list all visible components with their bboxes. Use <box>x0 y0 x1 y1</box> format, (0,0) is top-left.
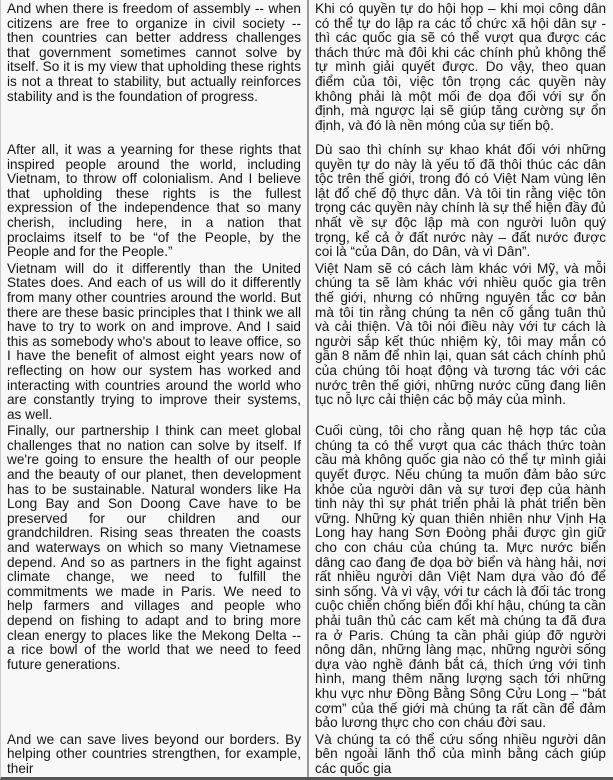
english-cell <box>1 0 309 141</box>
paragraph-row <box>1 260 613 423</box>
vietnamese-paragraph: Khi có quyền tự do hội họp – khi mọi công dân có thể tự do lập ra các tổ chức xã hội dân sự - thì các quốc gia sẽ có thể vượt qua được các thách thức mà đôi khi các chính phủ không thể tự mình giải quyết được. Do vậy, theo quan điểm của tôi, việc tôn trọng các quyền này không phải là một mối đe dọa đối với sự ổn định, mà ngược lại sẽ giúp tăng cường sự ổn định, và đó là nền móng của sự tiến bộ. <box>315 1 606 133</box>
vietnamese-cell <box>309 0 612 141</box>
paragraph-row <box>1 731 613 777</box>
english-paragraph: After all, it was a yearning for these rights that inspired people around the world, including Vietnam, to throw off colonialism. And I believe that upholding these rights is the fullest expression of the independence that so many cherish, including here, in a nation that proclaims itself to be “of the People, by the People and for the People.” <box>7 142 301 260</box>
vietnamese-cell <box>309 731 612 777</box>
vietnamese-cell <box>309 141 612 260</box>
vietnamese-paragraph: Cuối cùng, tôi cho rằng quan hệ hợp tác của chúng ta có thể vượt qua các thách thức toàn cầu mà không quốc gia nào có thể tự mình giải quyết được. Nếu chúng ta muốn đảm bảo sức khỏe của người dân và sự tươi đẹp của hành tinh này thì sự phát triển phải là phát triển bền vững. Những kỳ quan thiên nhiên như Vịnh Hạ Long hay hang Sơn Đoòng phải được gìn giữ cho con cháu của chúng ta. Mực nước biển dâng cao đang đe dọa bờ biển và hàng hải, nơi rất nhiều người dân Việt Nam dựa vào đó để sinh sống. Và vì vậy, với tư cách là đối tác trong cuộc chiến chống biến đổi khí hậu, chúng ta cần phải tuân thủ các cam kết mà chúng ta đã đưa ra ở Paris. Chúng ta cần phải giúp đỡ người nông dân, những làng mạc, những người sống dựa vào nghề đánh bắt cá, thích ứng với tình hình, mang thêm năng lượng sạch tới những khu vực như Đồng Bằng Sông Cửu Long – “bát cơm” của thế giới mà chúng ta rất cần để đảm bảo lương thực cho con cháu đời sau. <box>315 423 606 731</box>
english-paragraph: Finally, our partnership I think can meet global challenges that no nation can solve by itself. If we're going to ensure the health of our people and the beauty of our planet, then development has to be sustainable. Natural wonders like Ha Long Bay and Son Doong Cave have to be preserved for our children and our grandchildren. Rising seas threaten the coasts and waterways on which so many Vietnamese depend. And so as partners in the fight against climate change, we need to fulfill the commitments we made in Paris. We need to help farmers and villages and people who depend on fishing to adapt and to bring more clean energy to places like the Mekong Delta -- a rice bowl of the world that we need to feed future generations. <box>7 423 301 672</box>
english-cell <box>1 731 309 777</box>
english-cell <box>1 422 309 730</box>
paragraph-row <box>1 422 613 730</box>
vietnamese-cell <box>309 422 612 730</box>
paragraph-row <box>1 0 613 141</box>
english-cell <box>1 141 309 260</box>
english-paragraph: And when there is freedom of assembly -- when citizens are free to organize in civil society -- then countries can better address challenges that government sometimes cannot solve by itself. So it is my view that upholding these rights is not a threat to stability, but actually reinforces stability and is the foundation of progress. <box>7 1 301 104</box>
vietnamese-cell <box>309 260 612 423</box>
vietnamese-paragraph: Và chúng ta có thể cứu sống nhiều người dân bên ngoài lãnh thổ của mình bằng cách giúp các quốc gia <box>315 731 606 776</box>
vietnamese-paragraph: Dù sao thì chính sự khao khát đối với những quyền tự do này là yếu tố đã thôi thúc các dân tộc trên thế giới, trong đó có Việt Nam vùng lên lật đổ chế độ thực dân. Và tôi tin rằng việc tôn trọng các quyền này chính là sự thể hiện đầy đủ nhất về sự độc lập mà con người luôn quý trọng, kể cả ở đất nước này – đất nước được coi là “của Dân, do Dân, và vì Dân”. <box>315 142 606 260</box>
paragraph-row <box>1 141 613 260</box>
english-paragraph: Vietnam will do it differently than the United States does. And each of us will do it differently from many other countries around the world. But there are these basic principles that I think we all have to try to work on and improve. And I said this as somebody who's about to leave office, so I have the benefit of almost eight years now of reflecting on how our system has worked and interacting with countries around the world who are constantly trying to improve their systems, as well. <box>7 260 301 422</box>
vietnamese-paragraph: Việt Nam sẽ có cách làm khác với Mỹ, và mỗi chúng ta sẽ làm khác với nhiều quốc gia trên thế giới, nhưng có những nguyên tắc cơ bản mà tôi tin rằng chúng ta nên cố gắng tuân thủ và cải thiện. Và tôi nói điều này với tư cách là người sắp kết thúc nhiệm kỳ, tôi may mắn có gần 8 năm để nhìn lại, quan sát cách chính phủ của chúng tôi hoạt động và tương tác với các nước trên thế giới, những nước cũng đang liên tục nỗ lực cải thiện các bộ máy của mình. <box>315 260 606 408</box>
english-paragraph: And we can save lives beyond our borders. By helping other countries strengthen, for example, their <box>7 731 301 776</box>
english-cell <box>1 260 309 423</box>
